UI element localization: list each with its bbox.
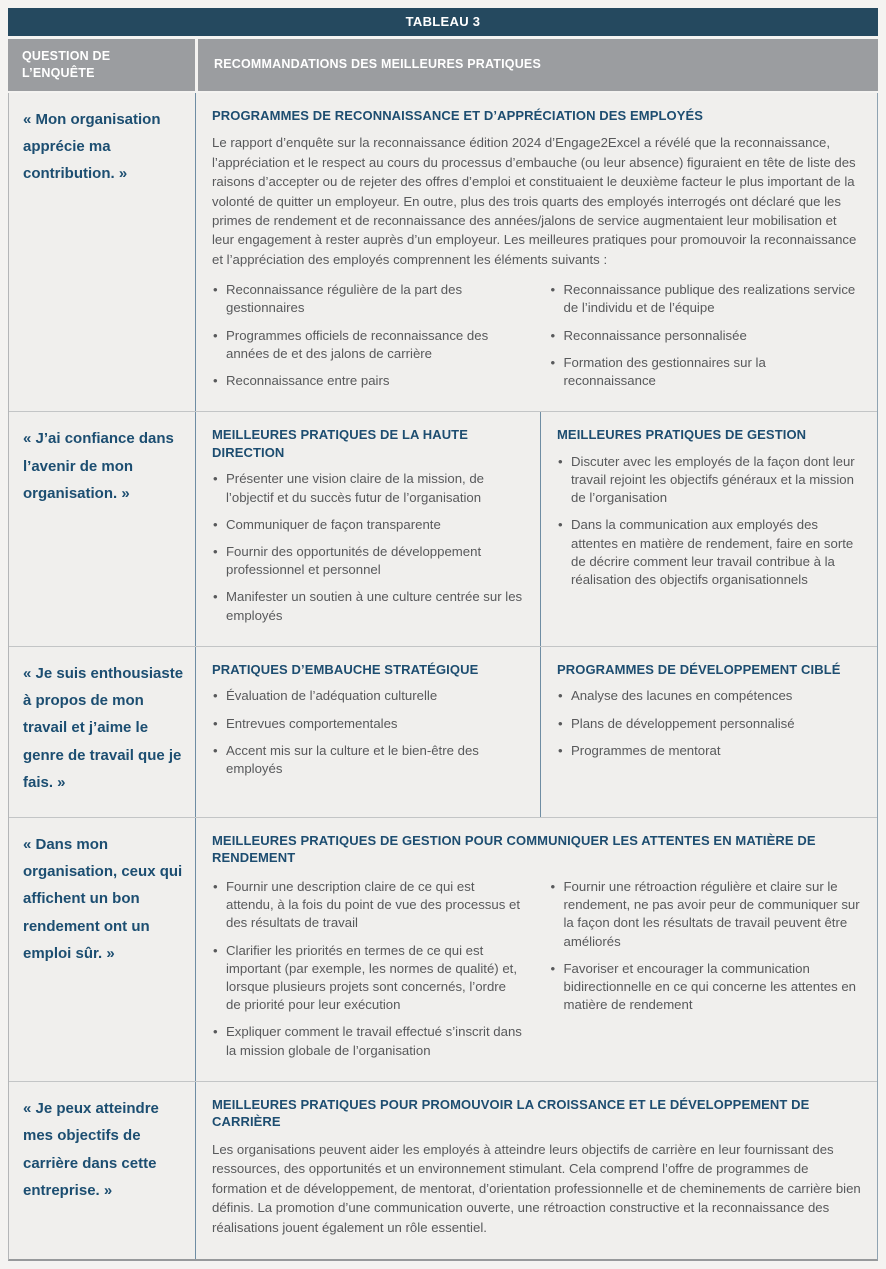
bullet-item: • Évaluation de l’adéquation culturelle [212, 687, 524, 705]
bullet-item: • Communiquer de façon transparente [212, 516, 524, 534]
bullet-item: • Expliquer comment le travail effectué s’inscrit dans la mission globale de l’organisation [212, 1023, 524, 1059]
bullet-item: • Fournir une description claire de ce qui est attendu, à la fois du point de vue des processus et des résultats de travail [212, 878, 524, 933]
recommendation-cell [196, 1082, 877, 1259]
bullet-item: • Programmes officiels de reconnaissance des années de et des jalons de carrière [212, 327, 524, 363]
bullet-item: • Clarifier les priorités en termes de ce qui est important (par exemple, les normes de qualité) et, lorsque plusieurs projets sont concernés, l’ordre de priorité pour leur exécution [212, 942, 524, 1015]
table-tableau-3 [8, 8, 878, 1261]
bullet-list [212, 281, 524, 390]
table-body [8, 93, 878, 1261]
bullet-item: • Formation des gestionnaires sur la reconnaissance [550, 354, 862, 390]
section-title: PROGRAMMES DE DÉVELOPPEMENT CIBLÉ [557, 661, 841, 677]
section-title: MEILLEURES PRATIQUES DE GESTION POUR COMMUNIQUER LES ATTENTES EN MATIÈRE DE RENDEMENT [212, 832, 816, 866]
table-row [9, 411, 877, 646]
section-title: PRATIQUES D’EMBAUCHE STRATÉGIQUE [212, 661, 479, 677]
section-paragraph: Les organisations peuvent aider les employés à atteindre leurs objectifs de carrière en leur fournissant des ressources, des opportunités et un environnement stimulant. Cela comprend l’offre de programmes de formation et de développement, de mentorat, d’orientation professionnelle et de cheminements de carrière bien définis. La promotion d’une communication ouverte, une rétroaction constructive et la reconnaissance des réalisations jouent également un rôle essentiel. [212, 1142, 861, 1235]
bullet-item: • Reconnaissance entre pairs [212, 372, 524, 390]
column-header-recommendations: RECOMMANDATIONS DES MEILLEURES PRATIQUES [195, 39, 878, 91]
table-row [9, 93, 877, 411]
bullet-item: • Entrevues comportementales [212, 715, 524, 733]
recommendation-cell [540, 412, 877, 646]
bullet-item: • Fournir une rétroaction régulière et claire sur le rendement, ne pas avoir peur de communiquer sur la façon dont les résultats de travail peuvent être améliorés [550, 878, 862, 951]
section-paragraph: Le rapport d’enquête sur la reconnaissance édition 2024 d’Engage2Excel a révélé que la reconnaissance, l’appréciation et le respect au cours du processus d’embauche (ou leur absence) figuraient en tête de liste des raisons d’accepter ou de rejeter des offres d’emploi et constituaient le deuxième facteur le plus important de la volonté de quitter un employeur. En outre, plus des trois quarts des employés interrogés ont déclaré que les primes de rendement et de reconnaissance des années/jalons de service augmentaient leur mobilisation et leur engagement à rester auprès d’un employeur. Les meilleures pratiques pour promouvoir la reconnaissance et l’appréciation des employés comprennent les éléments suivants : [212, 135, 857, 267]
bullet-item: • Analyse des lacunes en compétences [557, 687, 861, 705]
recommendation-cell [196, 412, 540, 646]
bullet-list [212, 878, 524, 1060]
bullet-item: • Programmes de mentorat [557, 742, 861, 760]
bullet-columns [212, 876, 861, 1069]
table-title: TABLEAU 3 [8, 8, 878, 36]
bullet-item: • Discuter avec les employés de la façon dont leur travail rejoint les objectifs généraux et la mission de l’organisation [557, 453, 861, 508]
bullet-item: • Dans la communication aux employés des attentes en matière de rendement, faire en sorte de décrire comment leur travail contribue à la réalisation des objectifs organisationnels [557, 516, 861, 589]
bullet-list [557, 687, 861, 760]
bullet-list [212, 687, 524, 778]
question-cell: « J’ai confiance dans l’avenir de mon organisation. » [9, 412, 196, 646]
section-title: MEILLEURES PRATIQUES DE LA HAUTE DIRECTION [212, 427, 468, 460]
question-cell: « Dans mon organisation, ceux qui affichent un bon rendement ont un emploi sûr. » [9, 818, 196, 1081]
bullet-item: • Plans de développement personnalisé [557, 715, 861, 733]
recommendation-cell [196, 93, 877, 411]
question-cell: « Je peux atteindre mes objectifs de carrière dans cette entreprise. » [9, 1082, 196, 1259]
bullet-item: • Reconnaissance régulière de la part des gestionnaires [212, 281, 524, 317]
column-header-question: QUESTION DE L’ENQUÊTE [8, 39, 195, 91]
recommendation-cell [196, 818, 877, 1081]
bullet-list [212, 470, 524, 625]
bullet-item: • Reconnaissance publique des realizations service de l’individu et de l’équipe [550, 281, 862, 317]
table-row [9, 817, 877, 1081]
bullet-item: • Fournir des opportunités de développement professionnel et personnel [212, 543, 524, 579]
table-row [9, 1081, 877, 1259]
question-cell: « Mon organisation apprécie ma contribution. » [9, 93, 196, 411]
section-title: MEILLEURES PRATIQUES POUR PROMOUVOIR LA CROISSANCE ET LE DÉVELOPPEMENT DE CARRIÈRE [212, 1096, 810, 1130]
bullet-list [557, 453, 861, 590]
column-header-row [8, 39, 878, 91]
bullet-list [550, 878, 862, 1015]
section-title: MEILLEURES PRATIQUES DE GESTION [557, 427, 807, 443]
bullet-list [550, 281, 862, 390]
recommendation-cell [540, 647, 877, 817]
bullet-item: • Présenter une vision claire de la mission, de l’objectif et du succès futur de l’organisation [212, 470, 524, 506]
section-title: PROGRAMMES DE RECONNAISSANCE ET D’APPRÉCIATION DES EMPLOYÉS [212, 107, 704, 123]
bullet-item: • Reconnaissance personnalisée [550, 327, 862, 345]
recommendation-cell [196, 647, 540, 817]
question-cell: « Je suis enthousiaste à propos de mon travail et j’aime le genre de travail que je fais. » [9, 647, 196, 817]
bullet-columns [212, 279, 861, 399]
bullet-item: • Favoriser et encourager la communication bidirectionnelle en ce qui concerne les attentes en matière de rendement [550, 960, 862, 1015]
bullet-item: • Accent mis sur la culture et le bien-être des employés [212, 742, 524, 778]
bullet-item: • Manifester un soutien à une culture centrée sur les employés [212, 588, 524, 624]
table-row [9, 646, 877, 817]
